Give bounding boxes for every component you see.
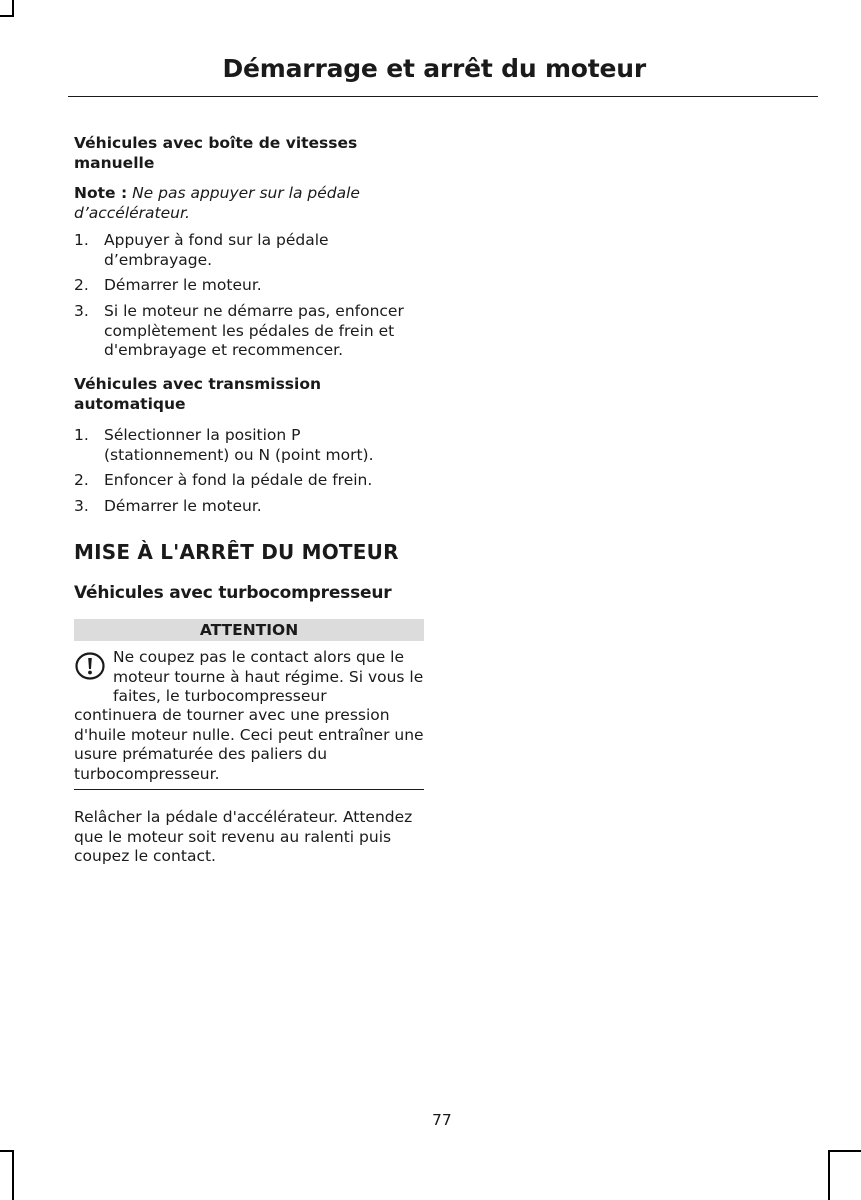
list-item xyxy=(74,231,426,270)
header-divider xyxy=(68,96,818,97)
list-text: Sélectionner la position P (stationnement) ou N (point mort). xyxy=(104,426,374,464)
crop-mark-top-left-v xyxy=(12,0,14,16)
exclamation-circle-icon xyxy=(74,650,106,682)
page-number: 77 xyxy=(432,1111,452,1129)
page-title: Démarrage et arrêt du moteur xyxy=(222,54,646,83)
list-text: Appuyer à fond sur la pédale d’embrayage. xyxy=(104,231,329,269)
list-text: Enfoncer à fond la pédale de frein. xyxy=(104,471,373,489)
attention-banner: ATTENTION xyxy=(74,619,424,641)
list-number: 1. xyxy=(74,231,89,249)
crop-mark-top-left-h xyxy=(0,15,14,17)
note-text: Ne pas appuyer sur la pédale d’accélérateur. xyxy=(74,184,360,222)
list-number: 3. xyxy=(74,302,89,320)
automatic-transmission-heading: Véhicules avec transmission automatique xyxy=(74,375,322,413)
list-item xyxy=(74,276,426,296)
section-heading: MISE À L'ARRÊT DU MOTEUR xyxy=(74,540,399,564)
instruction-paragraph: Relâcher la pédale d'accélérateur. Attendez que le moteur soit revenu au ralenti puis coupez le contact. xyxy=(74,808,413,865)
warning-text-continued: continuera de tourner avec une pression d'huile moteur nulle. Ceci peut entraîner une usure prématurée des paliers du turbocompresseur. xyxy=(74,706,424,783)
turbo-heading: Véhicules avec turbocompresseur xyxy=(74,583,392,603)
list-text: Si le moteur ne démarre pas, enfoncer complètement les pédales de frein et d'embrayage et recommencer. xyxy=(104,302,404,359)
list-number: 3. xyxy=(74,497,89,515)
list-number: 2. xyxy=(74,471,89,489)
warning-divider xyxy=(74,789,424,790)
crop-mark-bottom-left-v xyxy=(12,1150,14,1200)
list-item xyxy=(74,302,426,361)
list-text: Démarrer le moteur. xyxy=(104,276,262,294)
list-item xyxy=(74,471,426,491)
list-number: 1. xyxy=(74,426,89,444)
note xyxy=(74,184,426,223)
note-label: Note : xyxy=(74,184,128,202)
manual-transmission-heading: Véhicules avec boîte de vitesses manuelle xyxy=(74,134,358,172)
list-text: Démarrer le moteur. xyxy=(104,497,262,515)
list-item xyxy=(74,426,426,465)
list-item xyxy=(74,497,426,517)
crop-mark-bottom-right-v xyxy=(828,1150,830,1200)
list-number: 2. xyxy=(74,276,89,294)
crop-mark-bottom-right-h xyxy=(828,1150,861,1152)
warning-text: Ne coupez pas le contact alors que le moteur tourne à haut régime. Si vous le faites, le turbocompresseur xyxy=(113,648,424,705)
